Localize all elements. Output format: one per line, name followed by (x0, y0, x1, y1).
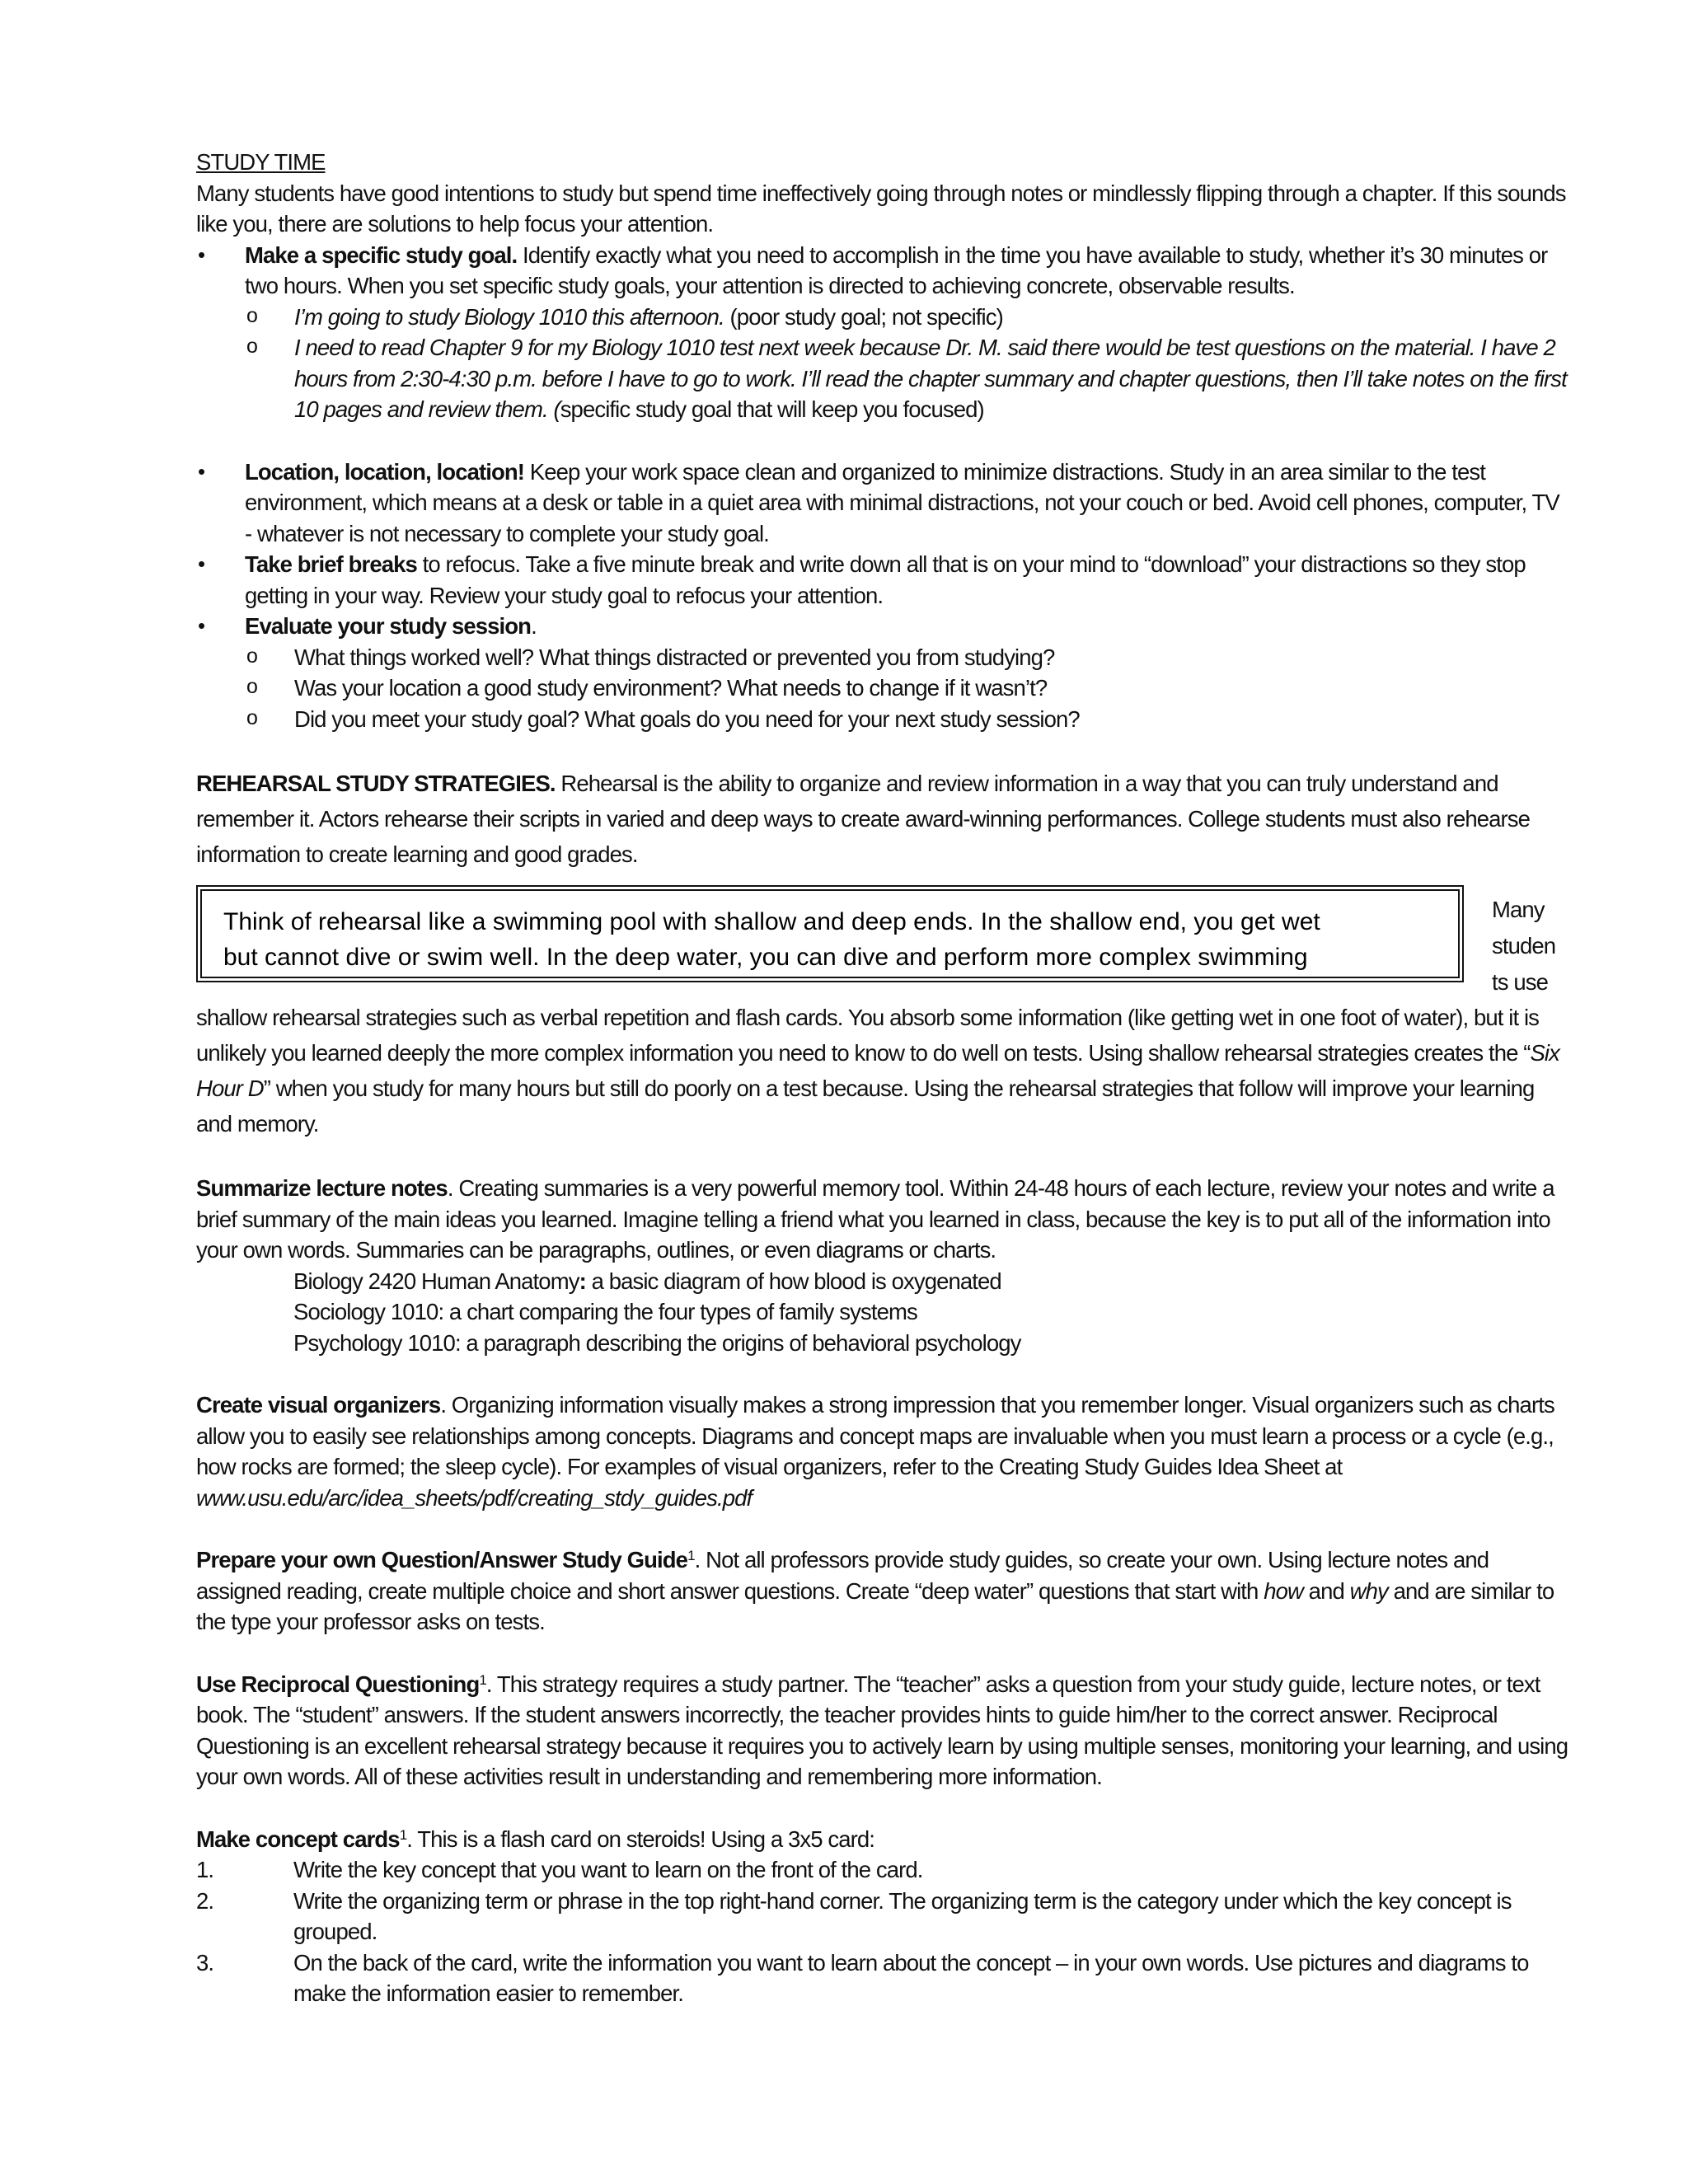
side-line: ts use (1492, 969, 1548, 995)
rehearsal-title: REHEARSAL STUDY STRATEGIES. (196, 771, 556, 796)
step-number: 1. (196, 1857, 214, 1882)
section-heading-study-time: STUDY TIME (196, 149, 326, 175)
rehearsal-text: Rehearsal is the ability to organize and review information in a way that you can truly understand and remember it. Actors rehearse their scripts in varied and deep ways to create award-winning performances. College students must also rehearse information to create learning and good grades. (196, 771, 1531, 867)
strategy-text: . Creating summaries is a very powerful memory tool. Within 24-48 hours of each lecture, review your notes and write a brief summary of the main ideas you learned. Imagine telling a friend what you learned in class, because the key is to put all of the information into your own words. Summaries can be paragraphs, outlines, or even diagrams or charts. (196, 1175, 1554, 1263)
bullet-title: Evaluate your study session (245, 613, 532, 639)
concept-cards-paragraph (196, 1824, 1571, 1855)
evaluate-question: o What things worked well? What things distracted or prevented you from studying? (245, 642, 1571, 673)
callout-box (196, 885, 1464, 982)
spacer (196, 1793, 1571, 1824)
bullet-title: Take brief breaks (245, 551, 417, 577)
step-number: 2. (196, 1887, 214, 1914)
bullet-suffix: . (531, 613, 537, 639)
goal-examples (245, 302, 1571, 425)
example-note: (poor study goal; not specific) (724, 303, 1003, 330)
callout-line: but cannot dive or swim well. In the deep water, you can dive and perform more complex swimming (223, 944, 1308, 971)
callout-text (223, 904, 1451, 975)
step-text: On the back of the card, write the information you want to learn about the concept – in your own words. Use pictures and diagrams to make the information easier to remember. (293, 1949, 1529, 2006)
six-hour-d: Six Hour D (196, 1040, 1559, 1101)
idea-sheet-url[interactable]: www.usu.edu/arc/idea_sheets/pdf/creating_stdy_guides.pdf (196, 1484, 753, 1511)
strategy-text: and are similar to the type your professor asks on tests. (196, 1577, 1554, 1634)
wrapped-side-text (1492, 892, 1571, 1001)
strategy-title: Summarize lecture notes (196, 1175, 448, 1201)
study-tips-list (196, 240, 1571, 425)
example-note: specific study goal that will keep you focused) (560, 396, 984, 422)
bullet-text: Identify exactly what you need to accomplish in the time you have available to study, whether it’s 30 minutes or two hours. When you set specific study goals, your attention is directed to achieving concrete, observable results. (245, 241, 1548, 298)
goal-example-specific (245, 332, 1571, 425)
summary-example: Sociology 1010: a chart comparing the four types of family systems (293, 1299, 917, 1324)
spacer (196, 1358, 1571, 1390)
footnote-ref: 1 (479, 1671, 486, 1688)
step-text: Write the key concept that you want to learn on the front of the card. (293, 1857, 923, 1882)
bullet-text: Keep your work space clean and organized to minimize distractions. Study in an area similar to the test environment, which means at a desk or table in a quiet area with minimal distractions, not your couch or bed. Avoid cell phones, computer, TV - whatever is not necessary to complete your study goal. (245, 458, 1559, 546)
shallow-rehearsal-paragraph (196, 1000, 1571, 1141)
bullet-specific-goal (196, 240, 1571, 425)
strategy-title: Use Reciprocal Questioning (196, 1671, 480, 1697)
example-colon: : (579, 1268, 586, 1294)
summary-examples (196, 1266, 1571, 1359)
strategy-text: . Organizing information visually makes a strong impression that you remember longer. Visual organizers such as charts allow you to easily see relationships among concepts. Diagrams and concept maps are invaluable when you must learn a process or a cycle (e.g., how rocks are formed; the sleep cycle). For examples of visual organizers, refer to the Creating Study Guides Idea Sheet at (196, 1392, 1554, 1479)
summary-example: Psychology 1010: a paragraph describing the origins of behavioral psychology (293, 1329, 1021, 1356)
summary-example (293, 1266, 1571, 1297)
side-line: studen (1492, 933, 1556, 958)
goal-example-poor (245, 302, 1571, 333)
bullet-title: Location, location, location! (245, 458, 525, 485)
spacer (196, 1638, 1571, 1669)
footnote-ref: 1 (687, 1548, 695, 1563)
evaluate-questions (245, 642, 1571, 735)
example-course: Biology 2420 Human Anatomy (293, 1268, 579, 1294)
reciprocal-questioning-paragraph (196, 1669, 1571, 1793)
concept-step (196, 1886, 1571, 1947)
bullet-evaluate (196, 611, 1571, 734)
bullet-location (196, 457, 1571, 550)
summarize-paragraph (196, 1173, 1571, 1266)
bullet-text: to refocus. Take a five minute break and write down all that is on your mind to “download” your distractions so they stop getting in your way. Review your study goal to refocus your attention. (245, 551, 1526, 608)
callout-line: Think of rehearsal like a swimming pool with shallow and deep ends. In the shallow end, you get wet (223, 908, 1320, 935)
spacer (196, 734, 1571, 766)
spacer (196, 1513, 1571, 1544)
step-number: 3. (196, 1949, 214, 1975)
evaluate-question: o Was your location a good study environment? What needs to change if it wasn’t? (245, 673, 1571, 704)
visual-organizers-paragraph (196, 1390, 1571, 1513)
concept-step (196, 1947, 1571, 2009)
example-italic: I need to read Chapter 9 for my Biology 1010 test next week because Dr. M. said there would be test questions on the material. I have 2 hours from 2:30-4:30 p.m. before I have to go to work. I’ll read the chapter summary and chapter questions, then I’ll take notes on the first 10 pages and review them. ( (294, 335, 1567, 422)
callout-row (196, 880, 1571, 1020)
strategy-text: . This strategy requires a study partner. The “teacher” asks a question from your study guide, lecture notes, or text book. The “student” answers. If the student answers incorrectly, the teacher provides hints to guide him/her to the correct answer. Reciprocal Questioning is an excellent rehearsal strategy because it requires you to actively learn by using multiple senses, monitoring your learning, and using your own words. All of these activities result in understanding and remembering more information. (196, 1671, 1568, 1789)
footnote-ref: 1 (399, 1826, 407, 1843)
strategy-text: . Not all professors provide study guides, so create your own. Using lecture notes and assigned reading, create multiple choice and short answer questions. Create “deep water” questions that start with (196, 1547, 1489, 1604)
paragraph-text: ” when you study for many hours but still do poorly on a test because. Using the rehearsal strategies that follow will improve your learning and memory. (196, 1076, 1535, 1137)
strategy-text: . This is a flash card on steroids! Using a 3x5 card: (406, 1825, 875, 1852)
step-text: Write the organizing term or phrase in the top right-hand corner. The organizing term is the category under which the key concept is grouped. (293, 1887, 1512, 1944)
strategy-title: Make concept cards (196, 1825, 400, 1852)
emphasis-why: why (1349, 1577, 1388, 1604)
bullet-title: Make a specific study goal. (245, 241, 518, 268)
side-line: Many (1492, 897, 1545, 922)
concept-step (196, 1854, 1571, 1886)
qa-study-guide-paragraph (196, 1544, 1571, 1638)
example-italic: I’m going to study Biology 1010 this afternoon. (294, 303, 724, 330)
emphasis-how: how (1264, 1577, 1303, 1604)
bullet-breaks (196, 549, 1571, 611)
example-desc: a basic diagram of how blood is oxygenated (585, 1268, 1001, 1294)
concept-card-steps (196, 1854, 1571, 2009)
document-page (196, 147, 1571, 2009)
strategy-text: and (1302, 1577, 1350, 1604)
spacer (196, 425, 1571, 457)
rehearsal-paragraph (196, 766, 1571, 872)
strategy-title: Prepare your own Question/Answer Study Guide (196, 1547, 688, 1572)
evaluate-question: o Did you meet your study goal? What goals do you need for your next study session? (245, 704, 1571, 735)
study-tips-list-2 (196, 457, 1571, 735)
paragraph-text: shallow rehearsal strategies such as verbal repetition and flash cards. You absorb some information (like getting wet in one foot of water), but it is unlikely you learned deeply the more complex information you need to know to do well on tests. Using shallow rehearsal strategies creates the “ (196, 1005, 1540, 1066)
strategy-title: Create visual organizers (196, 1392, 441, 1418)
intro-paragraph: Many students have good intentions to study but spend time ineffectively going through notes or mindlessly flipping through a chapter. If this sounds like you, there are solutions to help focus your attention. (196, 180, 1566, 237)
spacer (196, 1141, 1571, 1173)
